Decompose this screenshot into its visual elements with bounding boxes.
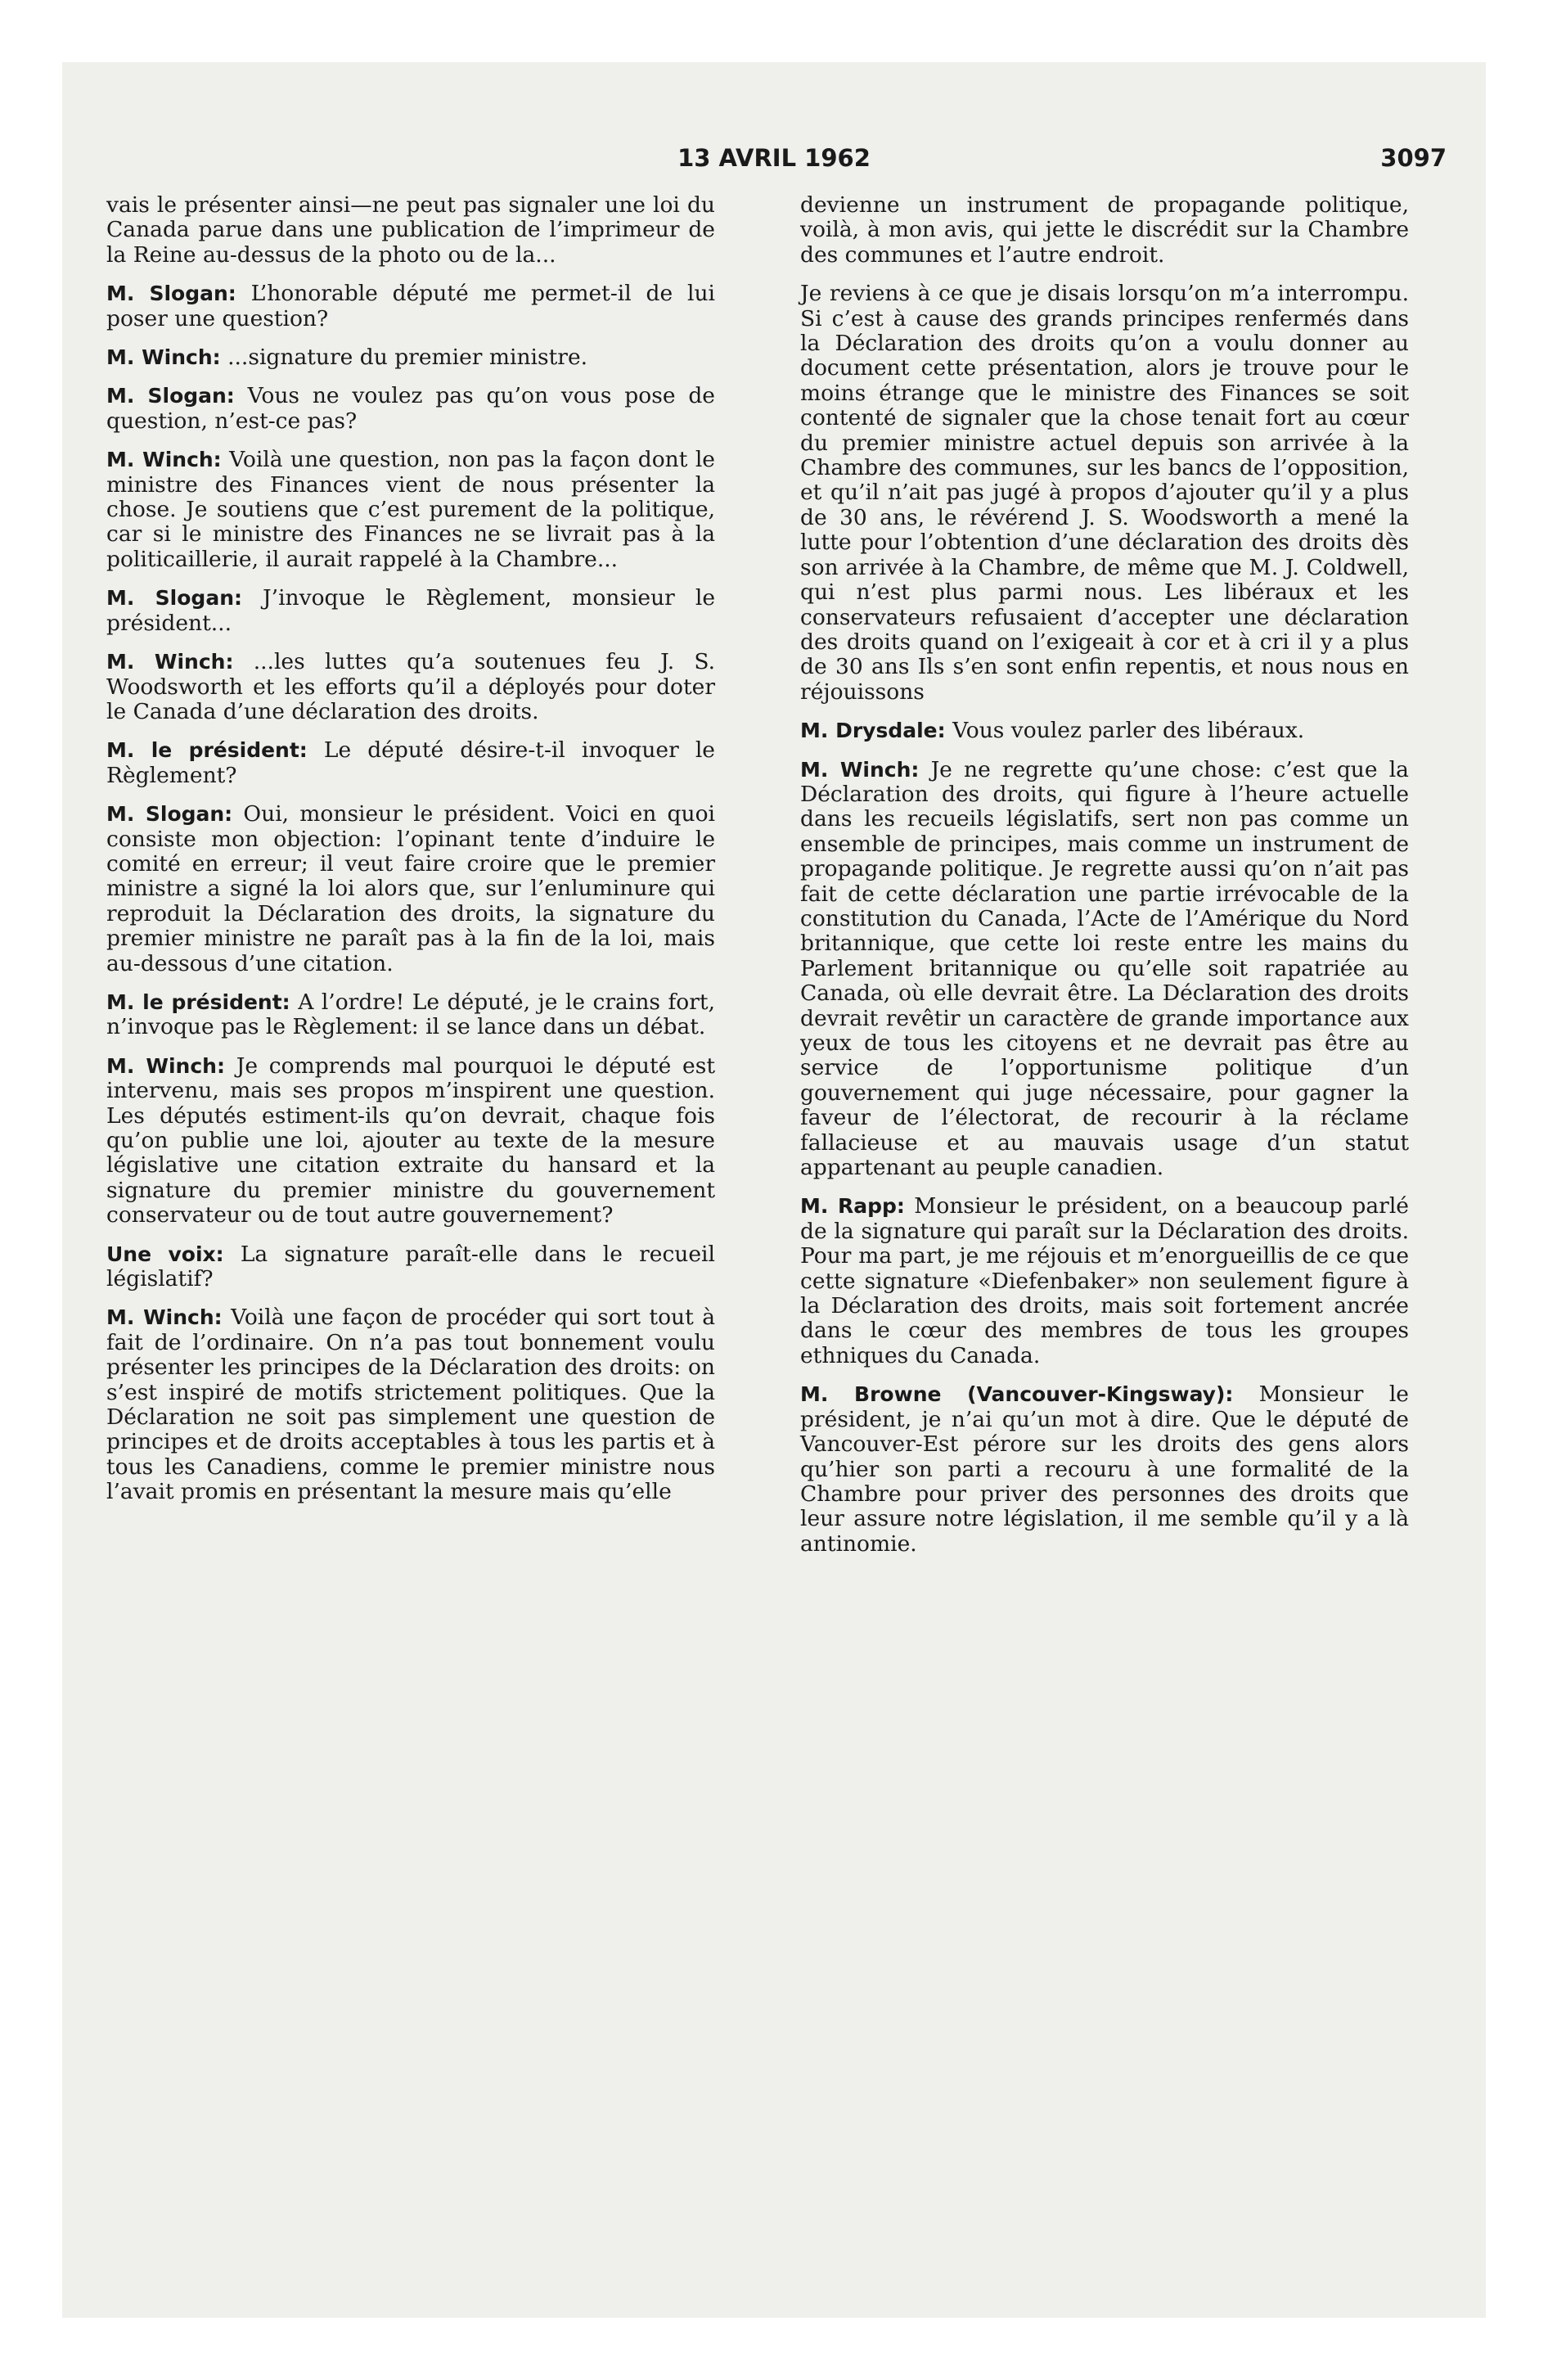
- speaker-name: M. Slogan:: [106, 282, 236, 306]
- paragraph-text: Monsieur le président, je n’ai qu’un mot à dire. Que le député de Vancouver-Est pérore sur les droits des gens alors qu’hier son parti a recouru à une formalité de la Chambre pour priver des personnes des droits que leur assure notre législation, il me semble qu’il y a là antinomie.: [800, 1382, 1409, 1557]
- page-header: [62, 144, 1486, 193]
- paragraph: [106, 345, 715, 370]
- speaker-name: M. Winch:: [106, 345, 221, 370]
- speaker-name: M. Winch:: [106, 1053, 225, 1078]
- paragraph: [106, 586, 715, 636]
- paragraph: [106, 448, 715, 572]
- paragraph-text: Voilà une question, non pas la façon dont le ministre des Finances vient de nous présenter la chose. Je soutiens que c’est purement de la politique, car si le ministre des Finances ne se livrait pas à la politicaillerie, il aurait rappelé à la Chambre...: [106, 447, 715, 572]
- page-number: 3097: [1380, 144, 1447, 172]
- speaker-name: M. Drysdale:: [800, 719, 946, 743]
- paragraph: [106, 990, 715, 1040]
- paragraph: [106, 282, 715, 331]
- paragraph-text: J’invoque le Règlement, monsieur le président...: [106, 585, 716, 636]
- paragraph-text: ...signature du premier ministre.: [227, 345, 588, 371]
- speaker-name: M. Winch:: [800, 757, 920, 782]
- speaker-name: Une voix:: [106, 1242, 224, 1266]
- paragraph: [800, 282, 1409, 705]
- paragraph-text: A l’ordre! Le député, je le crains fort, n’invoque pas le Règlement: il se lance dans un débat.: [106, 989, 715, 1040]
- paragraph: [800, 193, 1409, 268]
- paragraph: [106, 193, 715, 268]
- speaker-name: M. le président:: [106, 738, 308, 763]
- speaker-name: M. Slogan:: [106, 802, 233, 827]
- paragraph-text: Je reviens à ce que je disais lorsqu’on m’a interrompu. Si c’est à cause des grands principes renfermés dans la Déclaration des droits qu’on a voulu donner au document cette présentation, alors je trouve pour le moins étrange que le ministre des Finances se soit contenté de signaler que la chose tenait fort au cœur du premier ministre actuel depuis son arrivée à la Chambre des communes, sur les bancs de l’opposition, et qu’il n’ait pas jugé à propos d’ajouter qu’il y a plus de 30 ans, le révérend J. S. Woodsworth a mené la lutte pour l’obtention d’une déclaration des droits dès son arrivée à la Chambre, de même que M. J. Coldwell, qui n’est plus parmi nous. Les libéraux et les conservateurs refusaient d’accepter une déclaration des droits quand on l’exigeait à cor et à cri il y a plus de 30 ans Ils s’en sont enfin repentis, et nous nous en réjouissons: [800, 281, 1409, 705]
- paragraph: [800, 758, 1409, 1181]
- paragraph: [106, 384, 715, 434]
- speaker-name: M. Browne (Vancouver-Kingsway):: [800, 1382, 1234, 1407]
- paragraph-text: La signature paraît-elle dans le recueil législatif?: [106, 1241, 716, 1292]
- paragraph-text: L’honorable député me permet-il de lui poser une question?: [106, 281, 715, 331]
- left-column: [106, 193, 715, 1519]
- paragraph: [106, 1305, 715, 1504]
- speaker-name: M. Slogan:: [106, 586, 242, 611]
- paragraph-text: devienne un instrument de propagande politique, voilà, à mon avis, qui jette le discrédit sur la Chambre des communes et l’autre endroit.: [800, 192, 1409, 268]
- paragraph-text: Je comprends mal pourquoi le député est intervenu, mais ses propos m’inspirent une question. Les députés estiment-ils qu’on devrait, chaque fois qu’on publie une loi, ajouter au texte de la mesure législative une citation extraite du hansard et la signature du premier ministre du gouvernement conservateur ou de tout autre gouvernement?: [106, 1053, 715, 1228]
- paragraph-text: ...les luttes qu’a soutenues feu J. S. Woodsworth et les efforts qu’il a déployés pour doter le Canada d’une déclaration des droits.: [106, 649, 715, 724]
- paragraph: [106, 1242, 715, 1292]
- speaker-name: M. Winch:: [106, 650, 234, 674]
- paragraph: [106, 802, 715, 976]
- paragraph-text: Vous ne voulez pas qu’on vous pose de question, n’est-ce pas?: [106, 383, 715, 434]
- paragraph: [106, 738, 715, 788]
- paragraph: [106, 1054, 715, 1228]
- paragraph-text: vais le présenter ainsi—ne peut pas signaler une loi du Canada parue dans une publication de l’imprimeur de la Reine au-dessus de la photo ou de la...: [106, 192, 715, 268]
- paragraph: [106, 650, 715, 724]
- speaker-name: M. Rapp:: [800, 1194, 905, 1219]
- right-column: [800, 193, 1409, 1571]
- paragraph-text: Je ne regrette qu’une chose: c’est que la Déclaration des droits, qui figure à l’heure actuelle dans les recueils législatifs, sert non pas comme un ensemble de principes, mais comme un instrument de propagande politique. Je regrette aussi qu’on n’ait pas fait de cette déclaration une partie irrévocable de la constitution du Canada, l’Acte de l’Amérique du Nord britannique, que cette loi reste entre les mains du Parlement britannique ou qu’elle soit rapatriée au Canada, où elle devrait être. La Déclaration des droits devrait revêtir un caractère de grande importance aux yeux de tous les citoyens et ne devrait pas être au service de l’opportunisme politique d’un gouvernement qui juge nécessaire, pour gagner la faveur de l’électorat, de recourir à la réclame fallacieuse et au mauvais usage d’un statut appartenant au peuple canadien.: [800, 756, 1409, 1181]
- paragraph-text: Monsieur le président, on a beaucoup parlé de la signature qui paraît sur la Déclaration des droits. Pour ma part, je me réjouis et m’enorgueillis de ce que cette signature «Diefenbaker» non seulement figure à la Déclaration des droits, mais soit fortement ancrée dans le cœur des membres de tous les groupes ethniques du Canada.: [800, 1193, 1409, 1368]
- speaker-name: M. Winch:: [106, 448, 222, 472]
- paragraph: [800, 1382, 1409, 1557]
- speaker-name: M. Slogan:: [106, 384, 235, 408]
- speaker-name: M. Winch:: [106, 1305, 223, 1330]
- paragraph-text: Oui, monsieur le président. Voici en quoi consiste mon objection: l’opinant tente d’induire le comité en erreur; il veut faire croire que le premier ministre a signé la loi alors que, sur l’enluminure qui reproduit la Déclaration des droits, la signature du premier ministre ne paraît pas à la fin de la loi, mais au-dessous d’une citation.: [106, 801, 715, 976]
- header-date: 13 AVRIL 1962: [677, 144, 871, 172]
- paragraph: [800, 719, 1409, 743]
- paragraph-text: Voilà une façon de procéder qui sort tout à fait de l’ordinaire. On n’a pas tout bonnement voulu présenter les principes de la Déclaration des droits: on s’est inspiré de motifs strictement politiques. Que la Déclaration ne soit pas simplement une question de principes et de droits acceptables à tous les partis et à tous les Canadiens, comme le premier ministre nous l’avait promis en présentant la mesure mais qu’elle: [106, 1305, 715, 1505]
- document-page: [62, 62, 1486, 2318]
- paragraph-text: Vous voulez parler des libéraux.: [952, 718, 1305, 744]
- speaker-name: M. le président:: [106, 989, 290, 1014]
- paragraph: [800, 1194, 1409, 1368]
- paragraph-text: Le député désire-t-il invoquer le Règlement?: [106, 737, 715, 788]
